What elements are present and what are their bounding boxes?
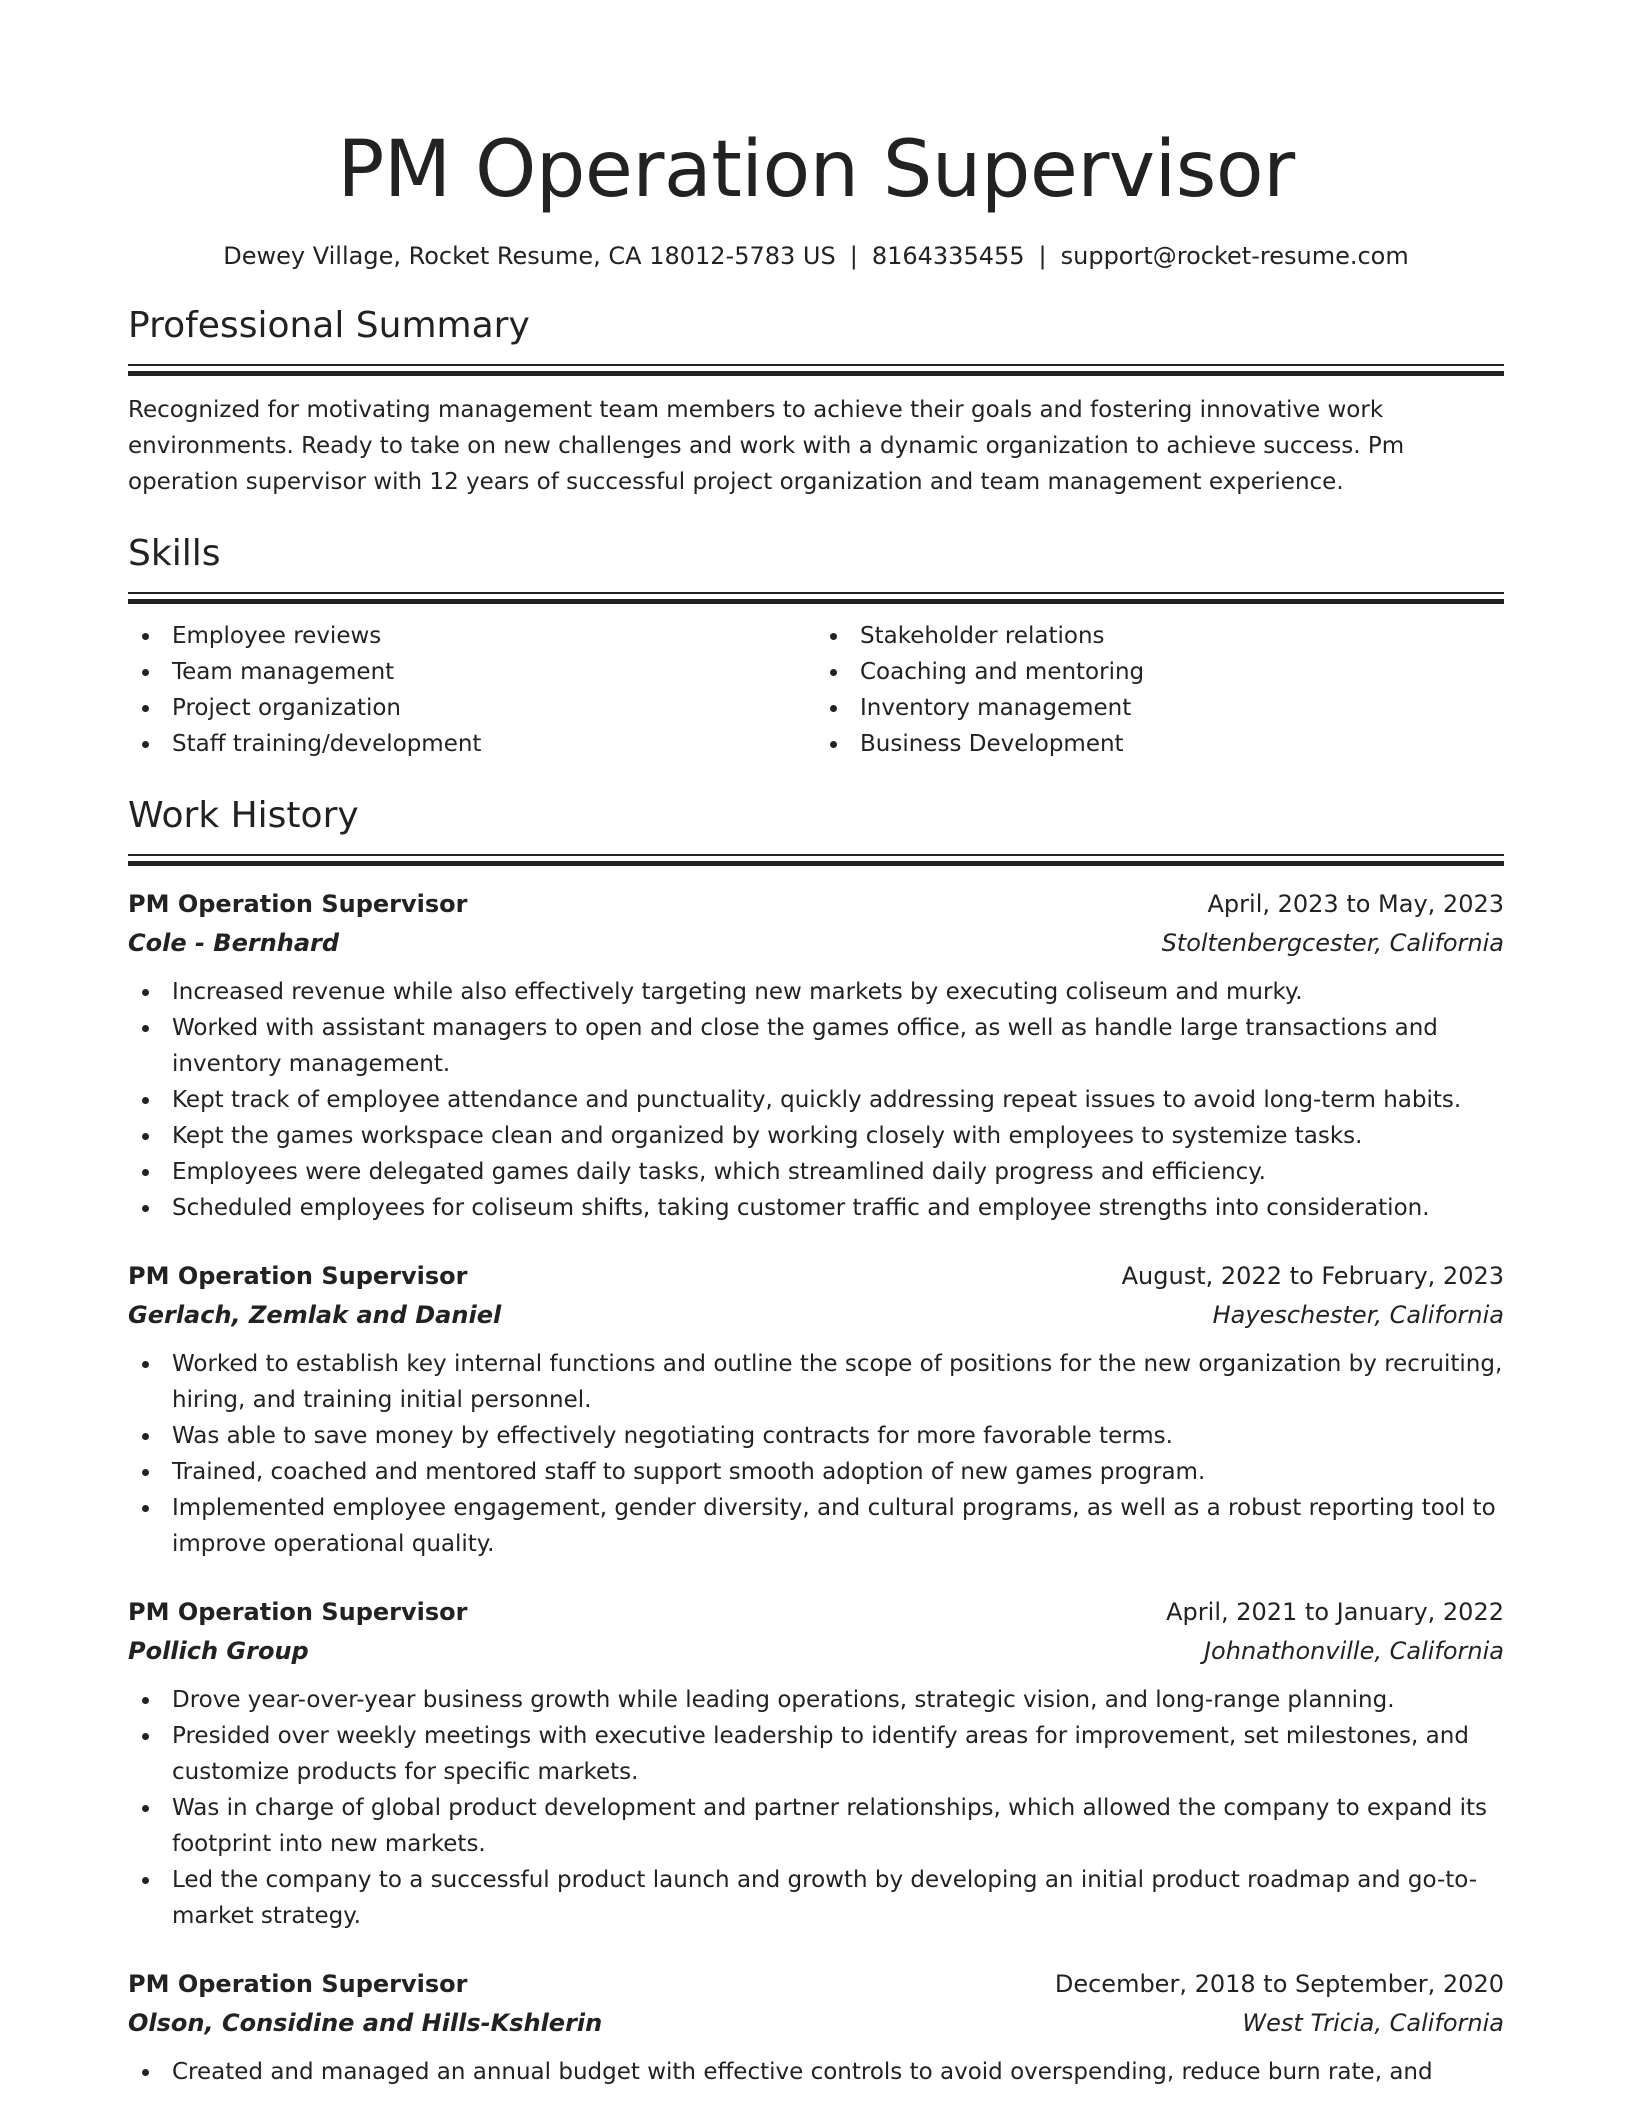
job-bullet: Led the company to a successful product launch and growth by developing an initial product roadmap and go-to-market strategy. [128,1862,1504,1934]
job-location: Stoltenbergcester, California [1161,929,1504,957]
job-header-row [128,1256,1504,1296]
skill-item: Staff training/development [128,726,816,762]
job-bullet: Employees were delegated games daily tasks, which streamlined daily progress and efficiency. [128,1154,1504,1190]
job-company-row [128,2004,1504,2042]
contact-separator: | [849,242,858,270]
contact-line [128,240,1504,272]
job-entry [128,1964,1504,2090]
skill-item: Inventory management [816,690,1504,726]
section-divider [128,592,1504,594]
job-company-row [128,1632,1504,1670]
job-entry [128,1256,1504,1562]
job-header-row [128,1964,1504,2004]
job-bullets [128,2054,1504,2090]
job-company: Pollich Group [128,1637,309,1665]
resume-content [128,0,1504,2090]
job-company: Cole - Bernhard [128,929,340,957]
skills-list-left [128,618,816,762]
job-bullet: Increased revenue while also effectively targeting new markets by executing coliseum and murky. [128,974,1504,1010]
job-location: West Tricia, California [1242,2009,1504,2037]
job-company-row [128,1296,1504,1334]
skill-item: Team management [128,654,816,690]
skill-item: Stakeholder relations [816,618,1504,654]
job-header-row [128,1592,1504,1632]
skill-item: Coaching and mentoring [816,654,1504,690]
skills-heading: Skills [128,533,221,574]
section-divider [128,364,1504,366]
job-bullet: Scheduled employees for coliseum shifts, taking customer traffic and employee strengths into consideration. [128,1190,1504,1226]
job-title: PM Operation Supervisor [128,1598,468,1626]
job-bullet: Drove year-over-year business growth while leading operations, strategic vision, and long-range planning. [128,1682,1504,1718]
job-company: Olson, Considine and Hills-Kshlerin [128,2009,603,2037]
job-location: Johnathonville, California [1203,1637,1504,1665]
skills-section [128,532,1504,762]
section-divider [128,599,1504,604]
contact-email: support@rocket-resume.com [1060,242,1409,270]
skill-item: Business Development [816,726,1504,762]
job-bullet: Implemented employee engagement, gender diversity, and cultural programs, as well as a robust reporting tool to improve operational quality. [128,1490,1504,1562]
job-bullet: Worked with assistant managers to open and close the games office, as well as handle large transactions and inventory management. [128,1010,1504,1082]
job-bullet: Trained, coached and mentored staff to support smooth adoption of new games program. [128,1454,1504,1490]
job-dates: August, 2022 to February, 2023 [1121,1262,1504,1290]
job-bullets [128,1682,1504,1934]
summary-heading: Professional Summary [128,305,530,346]
job-bullet: Worked to establish key internal functions and outline the scope of positions for the new organization by recruiting, hiring, and training initial personnel. [128,1346,1504,1418]
candidate-name: PM Operation Supervisor [337,125,1295,215]
contact-separator: | [1038,242,1047,270]
job-bullet: Presided over weekly meetings with executive leadership to identify areas for improvement, set milestones, and customize products for specific markets. [128,1718,1504,1790]
job-bullet: Kept track of employee attendance and punctuality, quickly addressing repeat issues to avoid long-term habits. [128,1082,1504,1118]
job-title: PM Operation Supervisor [128,890,468,918]
contact-phone: 8164335455 [871,242,1025,270]
job-title: PM Operation Supervisor [128,1262,468,1290]
job-header-row [128,884,1504,924]
job-bullets [128,974,1504,1226]
skill-item: Project organization [128,690,816,726]
job-title: PM Operation Supervisor [128,1970,468,1998]
job-dates: April, 2023 to May, 2023 [1207,890,1504,918]
job-entry [128,884,1504,1226]
contact-address: Dewey Village, Rocket Resume, CA 18012-5783 US [223,242,836,270]
work-history-heading: Work History [128,795,359,836]
job-company: Gerlach, Zemlak and Daniel [128,1301,502,1329]
job-bullets [128,1346,1504,1562]
skills-columns [128,618,1504,762]
job-bullet: Created and managed an annual budget with effective controls to avoid overspending, reduce burn rate, and [128,2054,1504,2090]
job-entry [128,1592,1504,1934]
summary-text: Recognized for motivating management team members to achieve their goals and fostering innovative work environments. Ready to take on new challenges and work with a dynamic organization to achieve success. Pm operation supervisor with 12 years of successful project organization and team management experience. [128,397,1405,495]
section-divider [128,371,1504,376]
job-dates: December, 2018 to September, 2020 [1054,1970,1504,1998]
job-location: Hayeschester, California [1212,1301,1504,1329]
skill-item: Employee reviews [128,618,816,654]
job-company-row [128,924,1504,962]
skills-list-right [816,618,1504,762]
summary-section [128,304,1504,500]
job-bullet: Was able to save money by effectively negotiating contracts for more favorable terms. [128,1418,1504,1454]
section-divider [128,854,1504,856]
job-dates: April, 2021 to January, 2022 [1166,1598,1504,1626]
work-history-section [128,794,1504,2090]
section-divider [128,861,1504,866]
job-bullet: Kept the games workspace clean and organized by working closely with employees to systemize tasks. [128,1118,1504,1154]
job-bullet: Was in charge of global product development and partner relationships, which allowed the company to expand its footprint into new markets. [128,1790,1504,1862]
